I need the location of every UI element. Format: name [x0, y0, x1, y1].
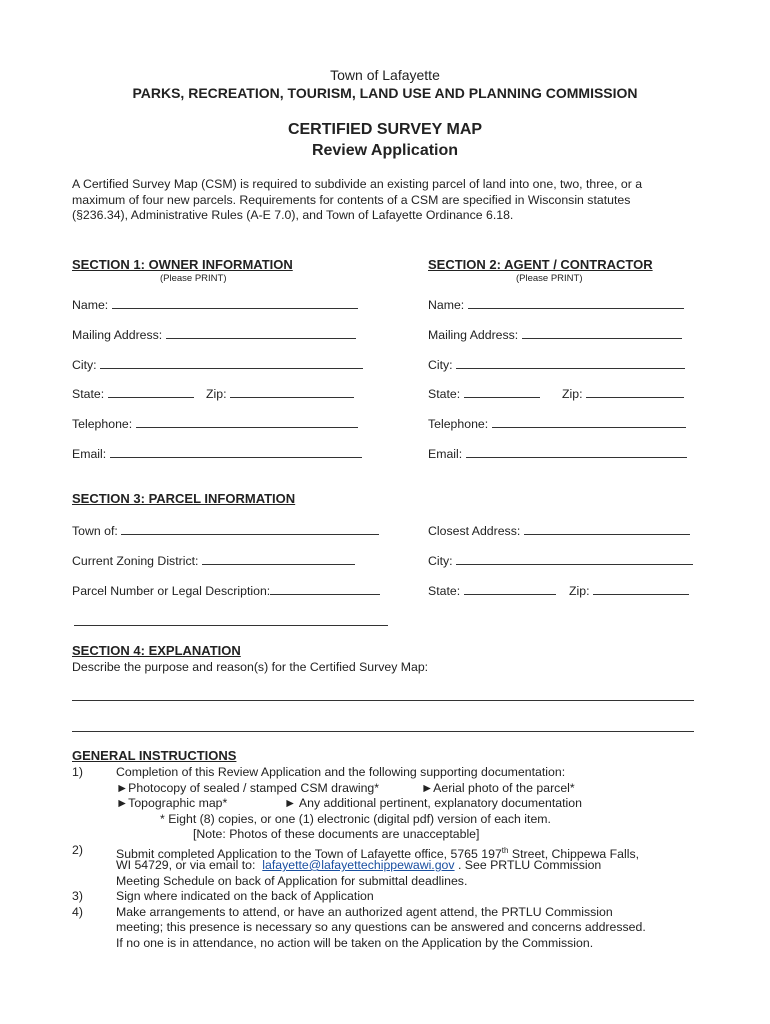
section2-print-note: (Please PRINT) [516, 273, 583, 284]
owner-city-label: City: [72, 358, 97, 372]
instructions-heading: GENERAL INSTRUCTIONS [72, 748, 237, 763]
owner-zip-field[interactable] [206, 386, 354, 401]
owner-telephone-label: Telephone: [72, 417, 133, 431]
instruction-text: If no one is in attendance, no action will be taken on the Application by the Commission. [116, 935, 594, 950]
commission-name: PARKS, RECREATION, TOURISM, LAND USE AND PLANNING COMMISSION [132, 85, 638, 101]
agent-mailing-field[interactable] [428, 327, 682, 342]
instruction-submit-b: Street, Chippewa Falls, [508, 846, 640, 861]
owner-name-field[interactable] [72, 297, 358, 312]
owner-state-label: State: [72, 387, 105, 401]
parcel-city-field[interactable] [428, 553, 693, 568]
agent-state-field[interactable] [428, 386, 540, 401]
agent-name-label: Name: [428, 298, 465, 312]
owner-zip-label: Zip: [206, 387, 227, 401]
instruction-text: meeting; this presence is necessary so any questions can be answered and concerns addressed. [116, 920, 646, 934]
agent-city-label: City: [428, 358, 453, 372]
closest-address-field[interactable] [428, 523, 690, 538]
agent-telephone-field[interactable] [428, 416, 686, 431]
agent-zip-label: Zip: [562, 387, 583, 401]
intro-line: (§236.34), Administrative Rules (A-E 7.0), and Town of Lafayette Ordinance 6.18. [72, 208, 514, 222]
owner-mailing-label: Mailing Address: [72, 328, 163, 342]
instruction-text: Sign where indicated on the back of Application [116, 889, 374, 903]
section4-heading: SECTION 4: EXPLANATION [72, 643, 241, 658]
owner-name-label: Name: [72, 298, 109, 312]
instruction-additional: ► Any additional pertinent, explanatory documentation [284, 796, 582, 810]
parcel-state-label: State: [428, 584, 461, 598]
instruction-topo: ►Topographic map* [116, 796, 228, 810]
instruction-number: 1) [72, 765, 83, 779]
instruction-text: Make arrangements to attend, or have an authorized agent attend, the PRTLU Commission [116, 904, 613, 919]
parcel-number-label: Parcel Number or Legal Description: [72, 584, 271, 598]
zoning-district-field[interactable] [72, 553, 355, 568]
intro-line: A Certified Survey Map (CSM) is required to subdivide an existing parcel of land into one, two, three, or a [72, 177, 643, 191]
town-of-field[interactable] [72, 523, 379, 538]
agent-name-field[interactable] [428, 297, 684, 312]
instruction-submit-a: Submit completed Application to the Town of Lafayette office, 5765 197 [116, 846, 502, 861]
owner-city-field[interactable] [72, 357, 363, 372]
explanation-line-1[interactable] [72, 700, 694, 701]
instruction-number: 3) [72, 889, 83, 903]
agent-email-field[interactable] [428, 446, 687, 461]
parcel-city-label: City: [428, 554, 453, 568]
explanation-line-2[interactable] [72, 731, 694, 732]
town-of-label: Town of: [72, 524, 118, 538]
instruction-submit-sup: th [501, 845, 509, 855]
town-name: Town of Lafayette [330, 67, 440, 83]
section1-heading: SECTION 1: OWNER INFORMATION [72, 257, 293, 272]
agent-email-label: Email: [428, 447, 463, 461]
intro-line: maximum of four new parcels. Requirements for contents of a CSM are specified in Wisconsin statutes [72, 192, 631, 207]
parcel-continuation-line[interactable] [74, 625, 388, 626]
instruction-text [116, 858, 706, 874]
parcel-state-field[interactable] [428, 583, 556, 598]
instruction-photo-note: [Note: Photos of these documents are unacceptable] [193, 827, 480, 841]
agent-telephone-label: Telephone: [428, 417, 489, 431]
section1-print-note: (Please PRINT) [160, 273, 227, 284]
owner-state-field[interactable] [72, 386, 194, 401]
instruction-email-after: . See PRTLU Commission [457, 858, 602, 872]
agent-state-label: State: [428, 387, 461, 401]
agent-zip-field[interactable] [562, 386, 684, 401]
instruction-number: 2) [72, 842, 83, 857]
agent-mailing-label: Mailing Address: [428, 328, 519, 342]
parcel-zip-field[interactable] [569, 583, 689, 598]
instructions-list [0, 765, 770, 965]
parcel-zip-label: Zip: [569, 584, 590, 598]
agent-city-field[interactable] [428, 357, 685, 372]
form-title: CERTIFIED SURVEY MAP [287, 121, 483, 138]
instruction-email-intro: WI 54729, or via email to: [116, 858, 256, 872]
intro-paragraph [72, 177, 702, 224]
parcel-number-field[interactable] [72, 583, 380, 598]
owner-telephone-field[interactable] [72, 416, 358, 431]
instruction-aerial: ►Aerial photo of the parcel* [421, 780, 575, 795]
commission-email-link[interactable]: lafayette@lafayettechippewawi.gov [262, 858, 455, 872]
instruction-text: Meeting Schedule on back of Application for submittal deadlines. [116, 873, 468, 888]
closest-address-label: Closest Address: [428, 524, 521, 538]
section2-heading: SECTION 2: AGENT / CONTRACTOR [428, 257, 653, 272]
owner-mailing-field[interactable] [72, 327, 356, 342]
instruction-copies: * Eight (8) copies, or one (1) electronic (digital pdf) version of each item. [160, 811, 551, 826]
explanation-prompt: Describe the purpose and reason(s) for the Certified Survey Map: [72, 660, 429, 674]
zoning-district-label: Current Zoning District: [72, 554, 199, 568]
owner-email-field[interactable] [72, 446, 362, 461]
owner-email-label: Email: [72, 447, 107, 461]
form-subtitle: Review Application [311, 142, 459, 159]
section3-heading: SECTION 3: PARCEL INFORMATION [72, 491, 296, 506]
instruction-photocopy: ►Photocopy of sealed / stamped CSM drawing* [116, 780, 380, 795]
instruction-number: 4) [72, 904, 83, 919]
instruction-text: Completion of this Review Application and the following supporting documentation: [116, 765, 566, 779]
